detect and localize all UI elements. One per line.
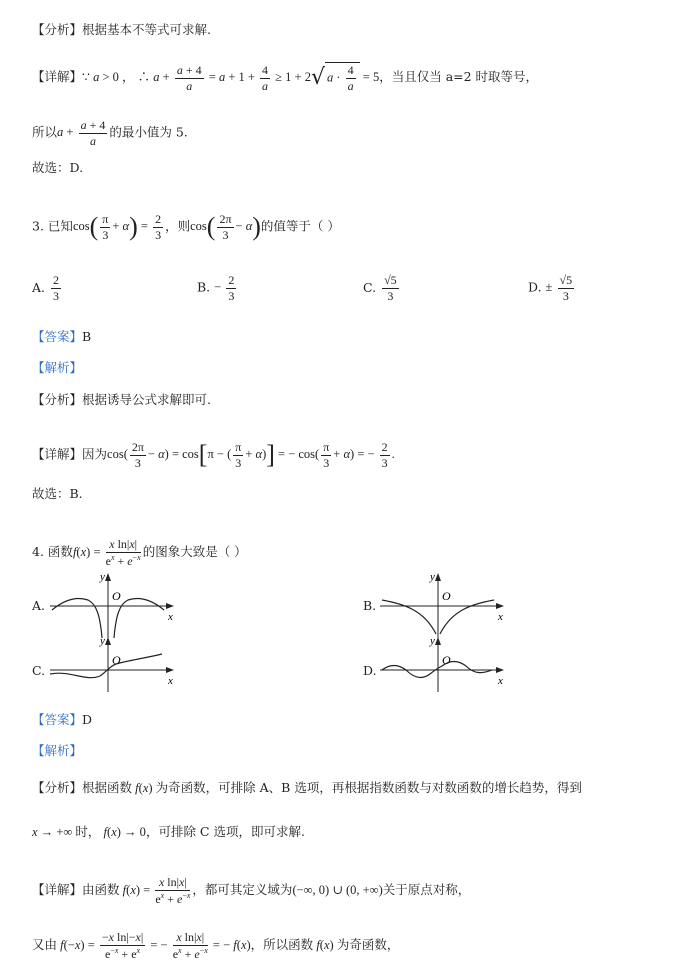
q2-detail-line (32, 62, 538, 94)
y-axis-arrow-icon (105, 573, 111, 581)
q3-option-c[interactable] (363, 273, 401, 304)
x-axis-label: x (168, 611, 173, 623)
formula-given: cos( $\frac{\pi}{3}$ + α) = $\frac{2}{3}$ (72, 212, 162, 242)
q4-stem (32, 537, 247, 569)
q3-detail-line (32, 440, 395, 471)
answer-value: D (82, 712, 93, 727)
q4-stem-prefix: 函数 (47, 543, 73, 559)
q3-solution-tag: 【解析】 (32, 360, 83, 375)
q2-choice: 故选：D. (32, 160, 84, 175)
q4-option-a-label[interactable]: A. (32, 598, 46, 613)
origin-label: O (112, 653, 121, 667)
last-prefix: 又由 (32, 936, 58, 952)
graph-option-d[interactable] (380, 634, 510, 694)
formula-fx-to-zero: f(x) → 0 (103, 825, 146, 839)
formula-odd: f(−x) = $\frac{\text{−x ln|−x|}}{e^{-x} + e^x}$ = − $\frac{\text{x ln|x|}}{e^x + e^{-x}}$ = − f(x) (60, 930, 251, 961)
conclusion-suffix: 的最小值为 5. (109, 124, 188, 140)
x-axis-label: x (168, 675, 173, 687)
detail-tag: 【详解】 (32, 446, 83, 462)
y-axis-label: y (430, 635, 435, 647)
q3-stem-mid: ，则 (165, 218, 191, 234)
q4-option-b-label[interactable]: B. (363, 598, 377, 613)
q4-number: 4. (32, 543, 44, 559)
analysis-text: 根据基本不等式可求解. (82, 22, 211, 37)
detail-prefix: 因为 (82, 446, 108, 462)
detail-prefix: 由函数 (82, 881, 120, 897)
option-d-value: ± $\frac{√5}{3}$ (545, 273, 573, 303)
analysis-text-2b: ，可排除 C 选项，即可求解. (145, 824, 305, 839)
q4-last-line (32, 930, 399, 962)
curve (382, 662, 492, 678)
y-axis-arrow-icon (105, 637, 111, 645)
q4-option-d-label[interactable]: D. (363, 663, 377, 678)
detail-tail: ，当且仅当 a=2 时取等号， (379, 68, 539, 84)
q4-analysis-line-1 (32, 782, 582, 795)
formula-limit: x → +∞ (32, 825, 76, 839)
x-axis-arrow-icon (496, 603, 504, 609)
option-b-value: − $\frac{2}{3}$ (214, 273, 235, 303)
analysis-tag: 【分析】 (32, 780, 83, 795)
x-axis-label: x (498, 675, 503, 687)
last-mid: ，所以函数 (250, 936, 314, 952)
analysis-text-1a: 根据函数 (82, 780, 133, 795)
detail-suffix: 关于原点对称， (382, 881, 471, 897)
q4-detail-line (32, 875, 470, 907)
option-a-value: $\frac{2}{3}$ (53, 273, 59, 303)
y-axis-arrow-icon (435, 573, 441, 581)
curve (50, 654, 162, 678)
origin-label: O (442, 653, 451, 667)
detail-tag: 【详解】 (32, 881, 83, 897)
origin-label: O (442, 589, 451, 603)
q3-stem (32, 212, 340, 243)
q4-answer-line (32, 714, 92, 727)
q4-solution-tag: 【解析】 (32, 743, 83, 758)
q4-option-c-label[interactable]: C. (32, 663, 46, 678)
y-axis-label: y (100, 571, 105, 583)
q3-answer-line (32, 331, 91, 344)
q2-analysis-line (32, 24, 211, 37)
option-label: D. (528, 279, 542, 295)
detail-mid: ，都可其定义域为 (192, 881, 293, 897)
graph-option-a[interactable] (50, 570, 180, 640)
formula-domain: (−∞, 0) ∪ (0, +∞) (292, 882, 383, 897)
q2-conclusion-line (32, 118, 188, 149)
q3-option-b[interactable] (197, 273, 238, 304)
q3-stem-prefix: 已知 (47, 218, 73, 234)
answer-tag: 【答案】 (32, 329, 83, 344)
x-axis-arrow-icon (496, 667, 504, 673)
q4-stem-suffix: 的图象大致是（ ） (142, 543, 247, 559)
formula-expression: a + $\frac{a + 4}{a}$ (57, 118, 106, 148)
analysis-text-1b: 为奇函数，可排除 A、B 选项，再根据指数函数与对数函数的增长趋势，得到 (155, 780, 582, 795)
last-suffix: 为奇函数， (336, 936, 400, 952)
q3-choice: 故选：B. (32, 486, 83, 501)
formula-function: f(x) = $\frac{\text{x ln|x|}}{e^x + e^{-x}}$ (72, 537, 141, 568)
q3-option-d[interactable] (528, 273, 576, 304)
option-label: B. (197, 279, 211, 295)
option-label: C. (363, 280, 377, 295)
option-label: A. (32, 280, 46, 295)
formula-am-gm: ∵ a > 0 ， ∴ a + $\frac{a + 4}{a}$ = a + 1 + $\frac{4}{a}$ ≥ 1 + 2√ a · $\frac{4}{a}$ = 5 (82, 62, 380, 93)
y-axis-label: y (100, 635, 105, 647)
analysis-tag: 【分析】 (32, 22, 83, 37)
origin-label: O (112, 589, 121, 603)
curve (382, 600, 436, 634)
curve (440, 600, 494, 634)
detail-tag: 【详解】 (32, 68, 83, 84)
conclusion-prefix: 所以 (32, 124, 58, 140)
x-axis-label: x (498, 611, 503, 623)
q3-number: 3. (32, 218, 44, 234)
answer-tag: 【答案】 (32, 712, 83, 727)
q3-analysis-line (32, 394, 211, 407)
answer-value: B (82, 329, 92, 344)
analysis-tag: 【分析】 (32, 392, 83, 407)
graph-option-b[interactable] (380, 570, 510, 640)
formula-fx: f(x) (135, 781, 156, 795)
formula-function: f(x) = $\frac{\text{x ln|x|}}{e^x + e^{-x}}$ (122, 875, 191, 906)
analysis-text-2a: 时， (75, 824, 101, 839)
formula-target: cos( $\frac{2\pi}{3}$ − α) (190, 212, 261, 242)
option-c-value: $\frac{√5}{3}$ (384, 273, 397, 303)
curve (114, 598, 164, 638)
x-axis-arrow-icon (166, 667, 174, 673)
q3-option-a[interactable] (32, 273, 63, 304)
q4-analysis-line-2 (32, 826, 305, 839)
curve (52, 598, 102, 638)
y-axis-label: y (430, 571, 435, 583)
analysis-text: 根据诱导公式求解即可. (82, 392, 211, 407)
graph-option-c[interactable] (50, 634, 180, 694)
formula-fx: f(x) (316, 937, 337, 952)
formula-induction: cos( $\frac{2\pi}{3}$ − α) = cos[π − ( $\frac{\pi}{3}$ + α)] = − cos( $\frac{\pi}{3}$ + α) = − $\frac{2}{3}$ . (107, 440, 395, 470)
y-axis-arrow-icon (435, 637, 441, 645)
x-axis-arrow-icon (166, 603, 174, 609)
q3-stem-suffix: 的值等于（ ） (260, 218, 340, 234)
